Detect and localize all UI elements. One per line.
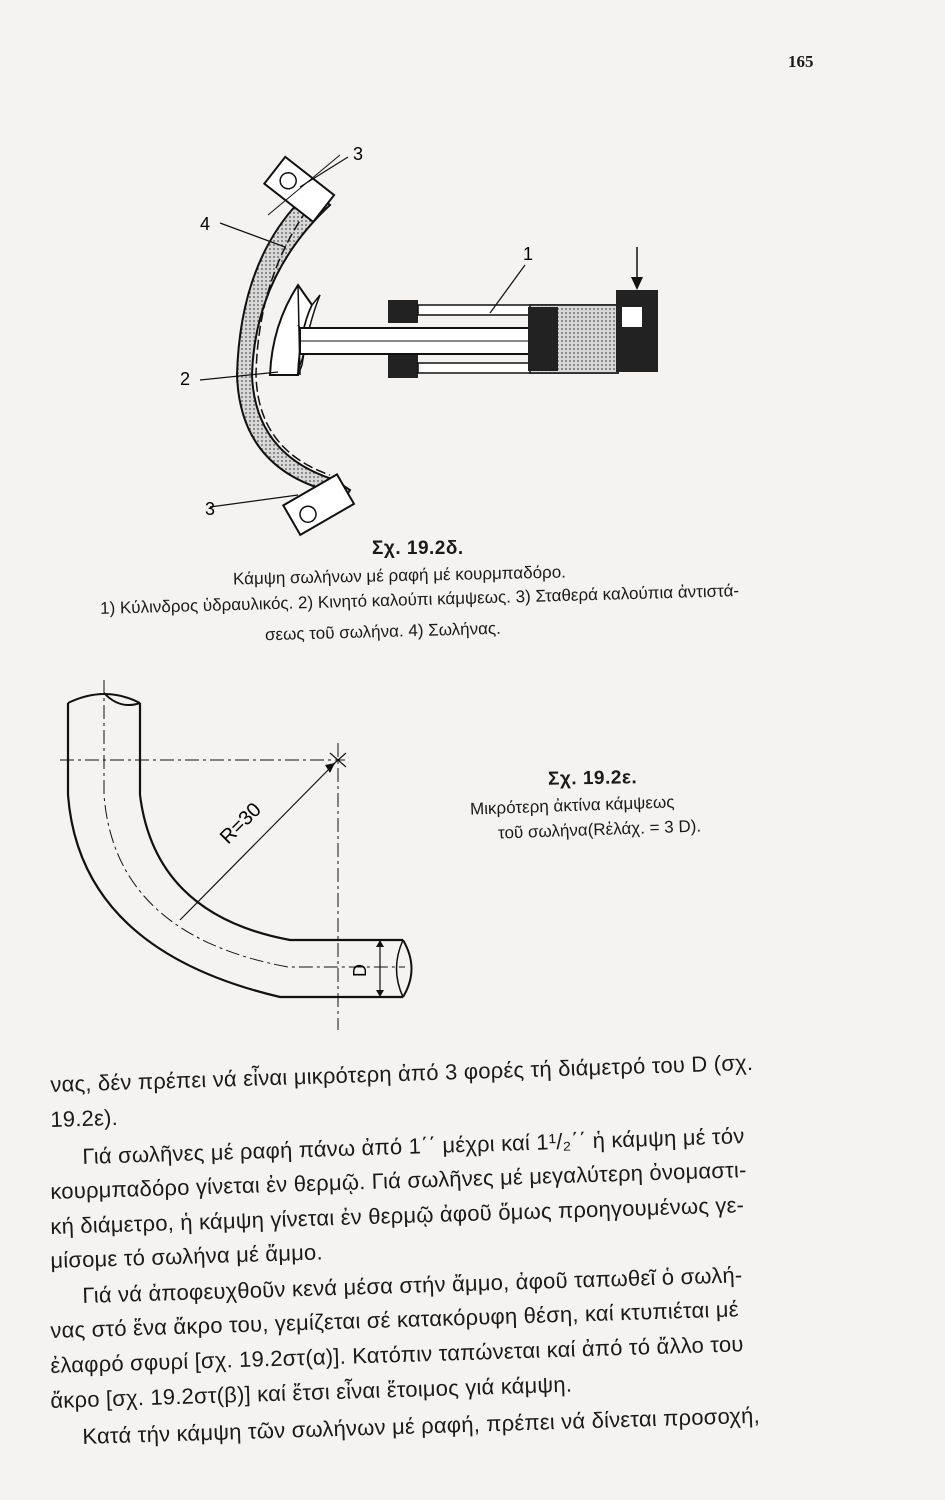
figure-bend-radius bbox=[60, 675, 420, 1040]
label-4: 4 bbox=[200, 214, 211, 234]
caption-e-line-2: τοῦ σωλήνα(Rἐλάχ. = 3 D). bbox=[497, 816, 702, 843]
caption-d-line-2: 1) Κύλινδρος ὑδραυλικός. 2) Κινητό καλούπι κάμψεως. 3) Σταθερά καλούπια ἀντιστά- bbox=[99, 581, 740, 618]
body-line-3: Γιά σωλῆνες μέ ραφή πάνω ἀπό 1΄΄ μέχρι καί 1¹/₂΄΄ ἡ κάμψη μέ τόν bbox=[82, 1123, 745, 1169]
caption-title-e: Σχ. 19.2ε. bbox=[547, 767, 638, 790]
diameter-label: D bbox=[350, 964, 370, 977]
body-line-11: Κατά τήν κάμψη τῶν σωλήνων μέ ραφή, πρέπει νά δίνεται προσοχή, bbox=[82, 1402, 761, 1449]
caption-e-line-1: Μικρότερη ἀκτίνα κάμψεως bbox=[469, 792, 675, 819]
body-line-5: κή διάμετρο, ἡ κάμψη γίνεται ἐν θερμῷ ἀφοῦ ὅμως προηγουμένως γε- bbox=[50, 1192, 745, 1239]
label-3-top: 3 bbox=[353, 144, 364, 164]
body-line-10: ἄκρο [σχ. 19.2στ(β)] καί ἔτσι εἶναι ἕτοιμος γιά κάμψη. bbox=[50, 1371, 573, 1413]
body-line-9: ἐλαφρό σφυρί [σχ. 19.2στ(α)]. Κατόπιν ταπώνεται καί ἀπό τό ἄλλο του bbox=[50, 1331, 744, 1378]
figure-pipe-bender bbox=[160, 135, 680, 550]
body-line-2: 19.2ε). bbox=[50, 1104, 119, 1132]
caption-d-line-3: σεως τοῦ σωλήνα. 4) Σωλήνας. bbox=[264, 618, 502, 645]
label-2: 2 bbox=[180, 369, 191, 389]
body-line-4: κουρμπαδόρο γίνεται ἐν θερμῷ. Γιά σωλῆνες μέ μεγαλύτερη ὀνομαστι- bbox=[50, 1157, 747, 1204]
page-number: 165 bbox=[788, 52, 814, 71]
label-3-bottom: 3 bbox=[205, 499, 216, 519]
body-line-7: Γιά νά ἀποφευχθοῦν κενά μέσα στήν ἄμμο, ἀφοῦ ταπωθεῖ ὁ σωλή- bbox=[82, 1262, 743, 1308]
caption-d-line-1: Κάμψη σωλήνων μέ ραφή μέ κουρμπαδόρο. bbox=[232, 562, 567, 589]
radius-label: R=30 bbox=[215, 798, 266, 849]
body-line-8: νας στό ἕνα ἄκρο του, γεμίζεται σέ κατακόρυφη θέση, καί κτυπιέται μέ bbox=[50, 1296, 740, 1343]
label-1: 1 bbox=[523, 244, 534, 264]
body-line-1: νας, δέν πρέπει νά εἶναι μικρότερη ἀπό 3 φορές τή διάμετρό του D (σχ. bbox=[50, 1049, 754, 1097]
caption-title-d: Σχ. 19.2δ. bbox=[372, 538, 464, 559]
body-line-6: μίσομε τό σωλήνα μέ ἄμμο. bbox=[50, 1239, 324, 1273]
